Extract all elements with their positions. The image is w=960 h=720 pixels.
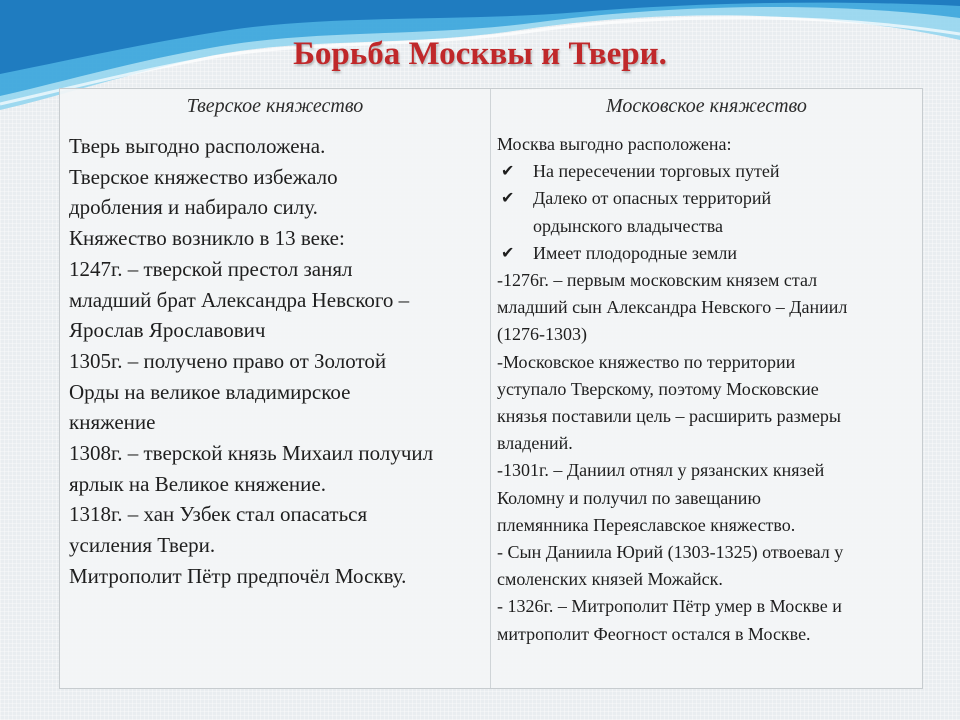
tver-line: младший брат Александра Невского – [69, 287, 410, 312]
moscow-bullet-text: Имеет плодородные земли [533, 242, 737, 263]
title-suffix: . [658, 36, 667, 72]
moscow-line: уступало Тверскому, поэтому Московские [497, 378, 819, 399]
moscow-line: младший сын Александра Невского – Даниил [497, 297, 848, 318]
header-tver: Тверское княжество [186, 95, 364, 117]
tver-line: Тверское княжество избежало [69, 164, 338, 189]
moscow-line: Коломну и получил по завещанию [497, 487, 761, 508]
moscow-bullet [497, 158, 915, 185]
title-text: Борьба Москвы и Твери [293, 36, 659, 72]
moscow-line: (1276-1303) [497, 324, 587, 345]
tver-line: 1308г. – тверской князь Михаил получил [69, 441, 434, 466]
tver-line: Тверь выгодно расположена. [69, 134, 326, 158]
tver-line: Княжество возникло в 13 веке: [69, 226, 345, 251]
tver-line: княжение [69, 410, 156, 435]
tver-line: усиления Твери. [69, 533, 216, 558]
tver-line: дробления и набирало силу. [69, 195, 318, 220]
moscow-line: -Московское княжество по территории [497, 351, 796, 372]
tver-line: Орды на великое владимирское [69, 379, 351, 404]
moscow-line: -1276г. – первым московским князем стал [497, 270, 818, 291]
checkmark-icon: ✔ [501, 163, 515, 181]
moscow-line: владений. [497, 433, 573, 454]
header-moscow: Московское княжество [606, 95, 807, 117]
tver-line: 1247г. – тверской престол занял [69, 256, 353, 281]
tver-line: 1305г. – получено право от Золотой [69, 348, 387, 373]
moscow-column [497, 131, 915, 648]
tver-line: ярлык на Великое княжение. [69, 471, 326, 496]
comparison-table [59, 88, 923, 689]
tver-line: Ярослав Ярославович [69, 318, 266, 343]
moscow-bullet [497, 185, 915, 212]
moscow-line: - Сын Даниила Юрий (1303-1325) отвоевал у [497, 542, 844, 563]
moscow-bullet-text: На пересечении торговых путей [533, 161, 780, 182]
page-title [0, 36, 960, 73]
moscow-line: племянника Переяславское княжество. [497, 514, 796, 535]
moscow-line: князья поставили цель – расширить размеры [497, 406, 841, 427]
moscow-line: -1301г. – Даниил отнял у рязанских князей [497, 460, 825, 481]
moscow-bullet-text: Далеко от опасных территорий [533, 188, 772, 209]
column-divider [490, 89, 491, 688]
moscow-intro: Москва выгодно расположена: [497, 134, 732, 154]
checkmark-icon: ✔ [501, 190, 515, 208]
moscow-bullet-continuation: ордынского владычества [533, 215, 723, 236]
moscow-line: митрополит Феогност остался в Москве. [497, 623, 811, 644]
tver-column [69, 131, 489, 592]
tver-line: Митрополит Пётр предпочёл Москву. [69, 563, 407, 588]
tver-line: 1318г. – хан Узбек стал опасаться [69, 502, 368, 527]
checkmark-icon: ✔ [501, 244, 515, 262]
moscow-line: смоленских князей Можайск. [497, 569, 723, 590]
moscow-bullet [497, 240, 915, 267]
moscow-line: - 1326г. – Митрополит Пётр умер в Москве и [497, 596, 842, 617]
